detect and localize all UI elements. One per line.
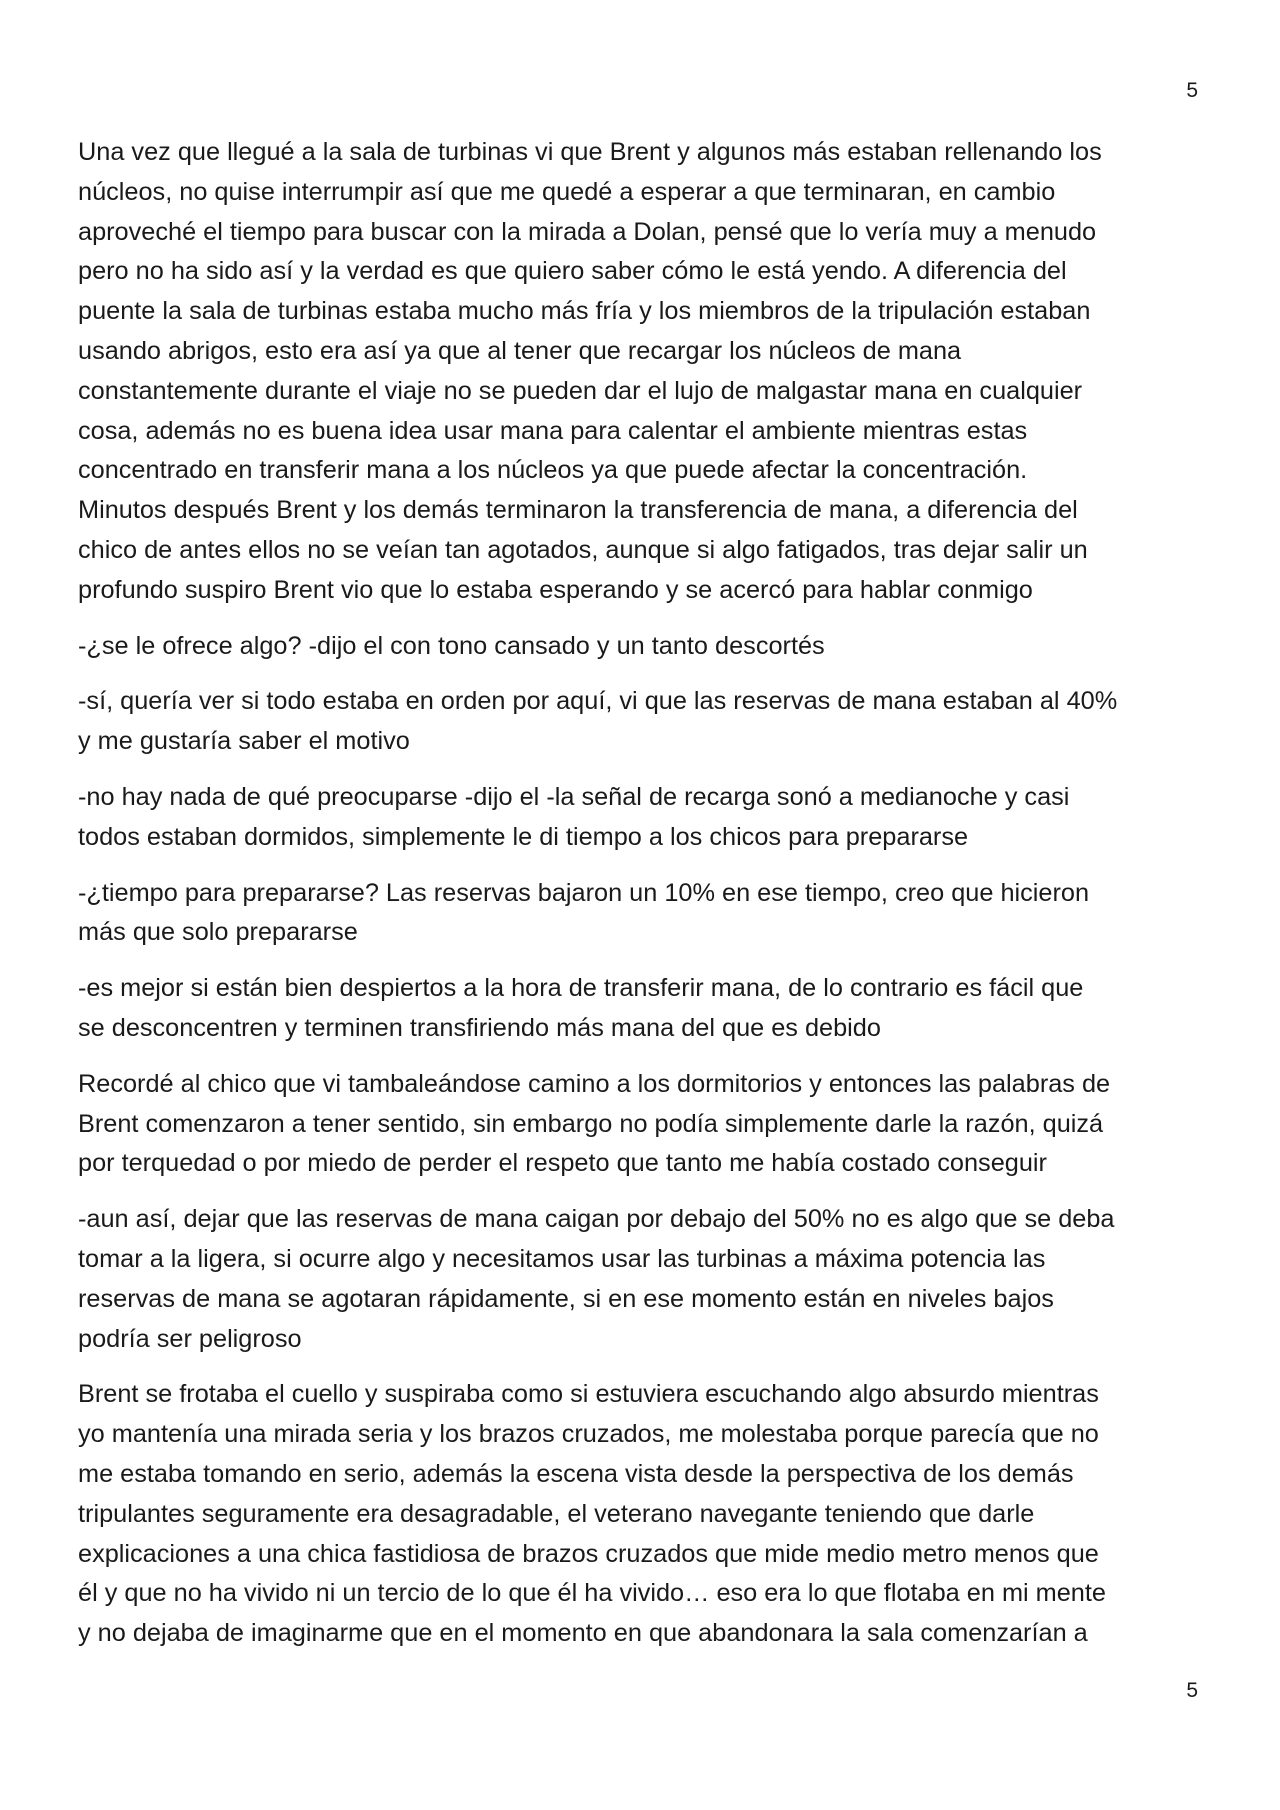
text-line: él y que no ha vivido ni un tercio de lo que él ha vivido… eso era lo que flotaba en mi mente [78,1579,1106,1608]
text-line: Brent comenzaron a tener sentido, sin embargo no podía simplemente darle la razón, quizá [78,1109,1104,1138]
paragraph [78,874,1203,954]
text-line: -¿tiempo para prepararse? Las reservas bajaron un 10% en ese tiempo, creo que hicieron [78,878,1090,907]
text-line: Brent se frotaba el cuello y suspiraba como si estuviera escuchando algo absurdo mientras [78,1380,1099,1409]
text-line: todos estaban dormidos, simplemente le di tiempo a los chicos para prepararse [78,822,969,851]
text-line: más que solo prepararse [78,918,358,947]
page-number-bottom: 5 [1186,1679,1198,1702]
text-line: pero no ha sido así y la verdad es que quiero saber cómo le está yendo. A diferencia del [78,257,1067,286]
text-line: y me gustaría saber el motivo [78,727,410,756]
text-line: Una vez que llegué a la sala de turbinas vi que Brent y algunos más estaban rellenando los [78,138,1102,166]
text-line: constantemente durante el viaje no se pueden dar el lujo de malgastar mana en cualquier [78,376,1083,405]
text-line: se desconcentren y terminen transfiriendo más mana del que es debido [78,1013,881,1042]
text-line: podría ser peligroso [78,1324,302,1353]
text-line: -¿se le ofrece algo? -dijo el con tono cansado y un tanto descortés [78,631,825,660]
paragraph [78,627,1203,667]
text-line: y no dejaba de imaginarme que en el momento en que abandonara la sala comenzarían a [78,1619,1088,1648]
text-line: -aun así, dejar que las reservas de mana caigan por debajo del 50% no es algo que se deba [78,1205,1115,1234]
paragraph [78,1200,1203,1359]
paragraph [78,133,1203,611]
text-line: -sí, quería ver si todo estaba en orden por aquí, vi que las reservas de mana estaban al 40% [78,687,1118,716]
text-line: por terquedad o por miedo de perder el respeto que tanto me había costado conseguir [78,1149,1047,1178]
text-line: Recordé al chico que vi tambaleándose camino a los dormitorios y entonces las palabras de [78,1069,1111,1098]
text-line: profundo suspiro Brent vio que lo estaba esperando y se acercó para hablar conmigo [78,575,1033,604]
text-line: cosa, además no es buena idea usar mana para calentar el ambiente mientras estas [78,416,1028,445]
text-line: usando abrigos, esto era así ya que al tener que recargar los núcleos de mana [78,336,962,365]
text-line: -es mejor si están bien despiertos a la hora de transferir mana, de lo contrario es fácil que [78,974,1084,1003]
paragraph [78,969,1203,1049]
paragraph [78,1065,1203,1184]
document-body [78,133,1203,1670]
text-line: reservas de mana se agotaran rápidamente, si en ese momento están en niveles bajos [78,1284,1054,1313]
text-line: puente la sala de turbinas estaba mucho más fría y los miembros de la tripulación estaban [78,297,1091,326]
text-line: aproveché el tiempo para buscar con la mirada a Dolan, pensé que lo vería muy a menudo [78,217,1097,246]
text-line: Minutos después Brent y los demás terminaron la transferencia de mana, a diferencia del [78,496,1078,525]
text-line: yo mantenía una mirada seria y los brazos cruzados, me molestaba porque parecía que no [78,1420,1099,1449]
page-number-top: 5 [1186,79,1198,102]
text-line: concentrado en transferir mana a los núcleos ya que puede afectar la concentración. [78,456,1028,485]
text-line: tripulantes seguramente era desagradable, el veterano navegante teniendo que darle [78,1499,1035,1528]
text-line: me estaba tomando en serio, además la escena vista desde la perspectiva de los demás [78,1459,1074,1488]
text-line: -no hay nada de qué preocuparse -dijo el -la señal de recarga sonó a medianoche y casi [78,782,1070,811]
paragraph [78,778,1203,858]
text-line: tomar a la ligera, si ocurre algo y necesitamos usar las turbinas a máxima potencia las [78,1244,1046,1273]
paragraph [78,1375,1203,1654]
text-line: explicaciones a una chica fastidiosa de brazos cruzados que mide medio metro menos que [78,1539,1099,1568]
text-line: núcleos, no quise interrumpir así que me quedé a esperar a que terminaran, en cambio [78,177,1056,206]
paragraph [78,682,1203,762]
text-line: chico de antes ellos no se veían tan agotados, aunque si algo fatigados, tras dejar salir un [78,535,1088,564]
